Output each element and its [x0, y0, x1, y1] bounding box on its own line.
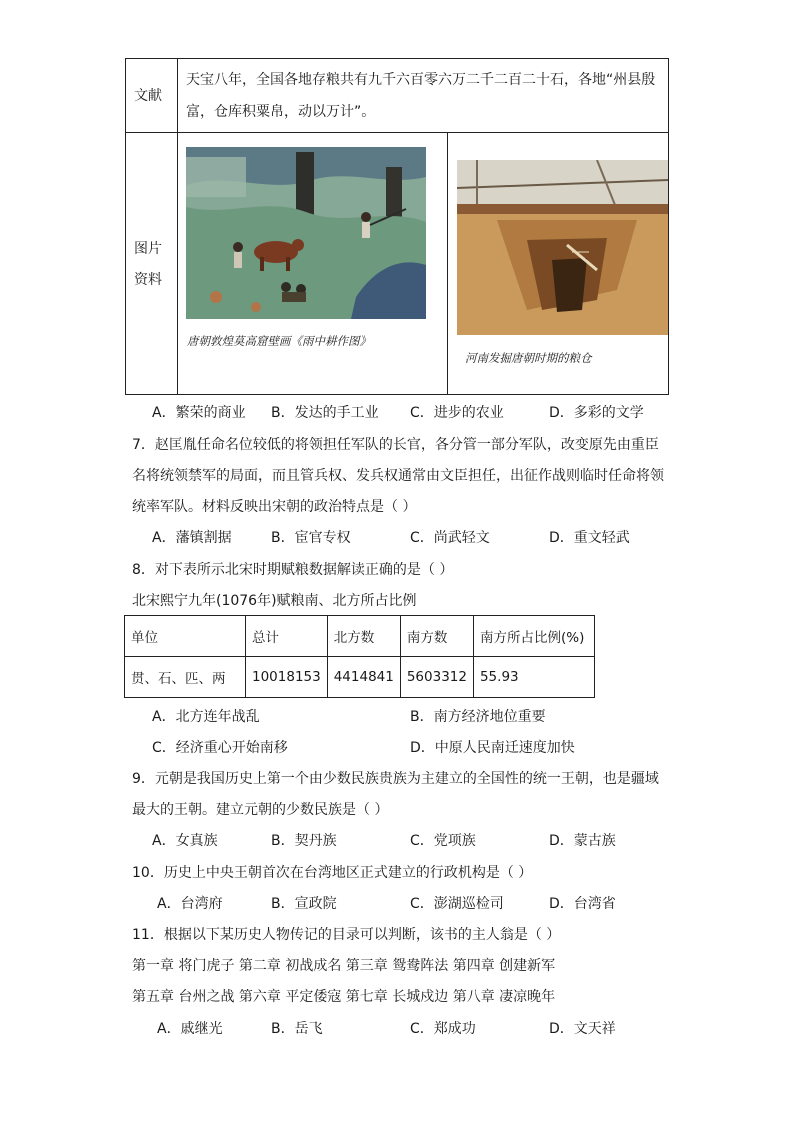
q6-option-c[interactable]: C．进步的农业 [410, 405, 504, 421]
q7-stem-line: 名将统领禁军的局面，而且管兵权、发兵权通常由文臣担任，出征作战则临时任命将领 [132, 468, 664, 484]
q11-toc-line: 第一章 将门虎子 第二章 初战成名 第三章 鸳鸯阵法 第四章 创建新军 [132, 958, 556, 974]
q8-stem: 8．对下表所示北宋时期赋粮数据解读正确的是（ ） [132, 562, 454, 578]
q7-stem-line: 7．赵匡胤任命名位较低的将领担任军队的长官，各分管一部分军队，改变原先由重臣 [132, 437, 659, 453]
table-border [125, 394, 669, 395]
table-header-cell: 单位 [125, 616, 246, 657]
img-label: 资料 [134, 272, 162, 288]
table-header-row [125, 616, 595, 657]
q6-option-d[interactable]: D．多彩的文学 [549, 405, 644, 421]
q10-option-b[interactable]: B．宣政院 [271, 896, 337, 912]
q9-option-b[interactable]: B．契丹族 [271, 833, 337, 849]
img-label: 图片 [134, 241, 162, 257]
q11-option-b[interactable]: B．岳飞 [271, 1021, 323, 1037]
table-cell: 5603312 [400, 657, 473, 698]
q9-stem-line: 最大的王朝。建立元朝的少数民族是（ ） [132, 802, 389, 818]
q8-option-a[interactable]: A．北方连年战乱 [152, 709, 260, 725]
q9-option-c[interactable]: C．党项族 [410, 833, 476, 849]
table-border [125, 58, 669, 59]
table-cell: 贯、石、匹、两 [125, 657, 246, 698]
q11-stem: 11．根据以下某历史人物传记的目录可以判断，该书的主人翁是（ ） [132, 927, 561, 943]
q9-option-a[interactable]: A．女真族 [152, 833, 218, 849]
q7-option-d[interactable]: D．重文轻武 [549, 530, 630, 546]
q10-option-a[interactable]: A．台湾府 [157, 896, 223, 912]
q6-option-b[interactable]: B．发达的手工业 [271, 405, 379, 421]
q10-option-d[interactable]: D．台湾省 [549, 896, 616, 912]
q7-option-b[interactable]: B．宦官专权 [271, 530, 351, 546]
doc-text-line: 富，仓库积粟帛，动以万计”。 [186, 104, 376, 120]
mural-caption: 唐朝敦煌莫高窟壁画《雨中耕作图》 [187, 334, 371, 348]
table-border [668, 58, 669, 395]
q11-option-d[interactable]: D．文天祥 [549, 1021, 616, 1037]
q11-option-c[interactable]: C．郑成功 [410, 1021, 476, 1037]
table-cell: 10018153 [246, 657, 328, 698]
q8-option-b[interactable]: B．南方经济地位重要 [410, 709, 546, 725]
granary-caption: 河南发掘唐朝时期的粮仓 [465, 351, 592, 365]
q7-stem-line: 统率军队。材料反映出宋朝的政治特点是（ ） [132, 499, 417, 515]
table-cell: 4414841 [327, 657, 400, 698]
doc-text-line: 天宝八年，全国各地存粮共有九千六百零六万二千二百二十石，各地“州县殷 [186, 72, 656, 88]
doc-label: 文献 [134, 88, 162, 104]
table-cell: 55.93 [473, 657, 594, 698]
q7-option-c[interactable]: C．尚武轻文 [410, 530, 490, 546]
granary-image [457, 160, 668, 335]
table-border [447, 132, 448, 395]
table-border [177, 58, 178, 395]
q11-option-a[interactable]: A．戚继光 [157, 1021, 223, 1037]
q8-table-title: 北宋熙宁九年(1076年)赋粮南、北方所占比例 [132, 593, 417, 609]
q8-data-table [124, 615, 595, 698]
table-header-cell: 南方所占比例(%) [473, 616, 594, 657]
q7-option-a[interactable]: A．藩镇割据 [152, 530, 232, 546]
table-row [125, 657, 595, 698]
q10-stem: 10．历史上中央王朝首次在台湾地区正式建立的行政机构是（ ） [132, 865, 533, 881]
q9-stem-line: 9．元朝是我国历史上第一个由少数民族贵族为主建立的全国性的统一王朝，也是疆域 [132, 771, 659, 787]
q11-toc-line: 第五章 台州之战 第六章 平定倭寇 第七章 长城戍边 第八章 凄凉晚年 [132, 989, 556, 1005]
table-border [125, 58, 126, 395]
q6-option-a[interactable]: A．繁荣的商业 [152, 405, 246, 421]
q8-option-d[interactable]: D．中原人民南迁速度加快 [410, 740, 575, 756]
table-header-cell: 总计 [246, 616, 328, 657]
table-border [125, 132, 669, 133]
q10-option-c[interactable]: C．澎湖巡检司 [410, 896, 504, 912]
table-header-cell: 南方数 [400, 616, 473, 657]
q9-option-d[interactable]: D．蒙古族 [549, 833, 616, 849]
table-header-cell: 北方数 [327, 616, 400, 657]
mural-image [186, 147, 426, 319]
q8-option-c[interactable]: C．经济重心开始南移 [152, 740, 288, 756]
